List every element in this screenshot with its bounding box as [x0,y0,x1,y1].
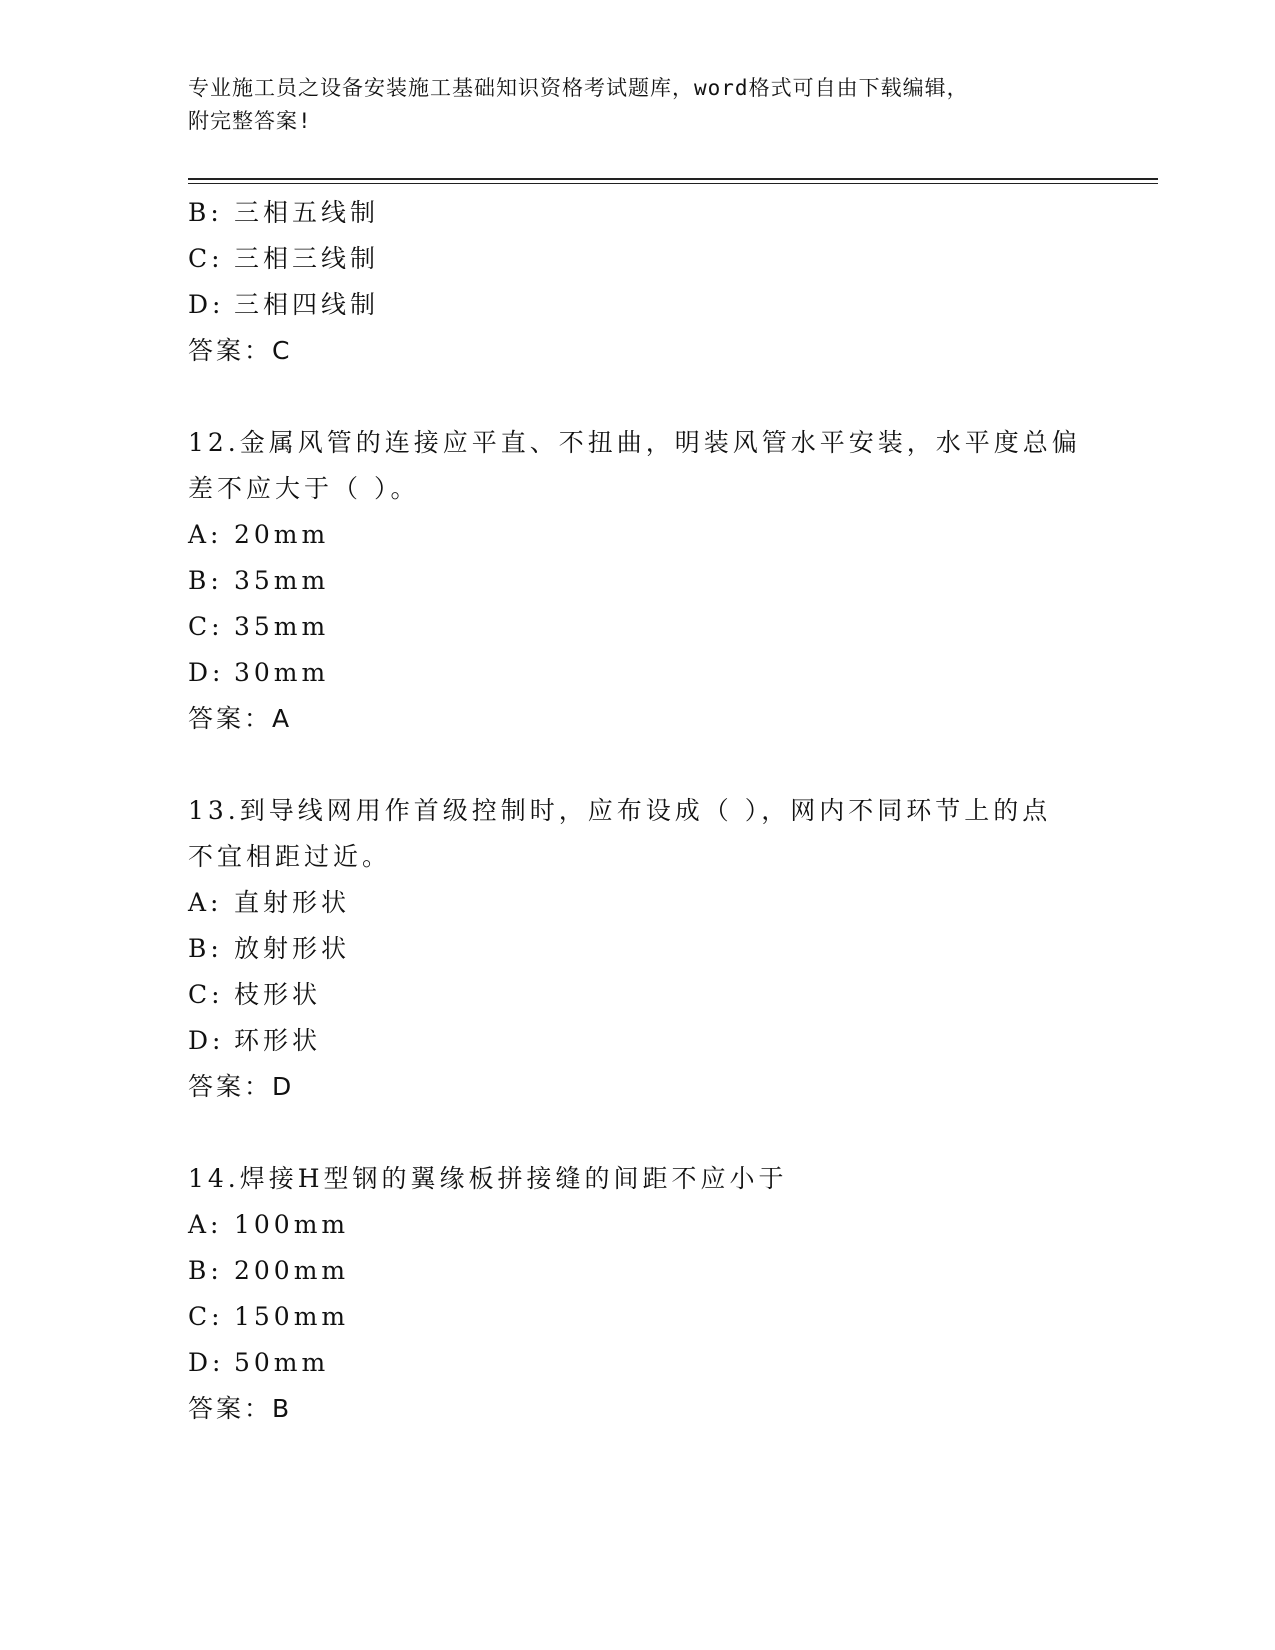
document-header [188,72,1068,138]
option-d: D: 50mm [188,1348,330,1377]
option-c: C: 三相三线制 [188,244,380,273]
answer: 答案：D [188,1072,295,1101]
question-14 [188,1156,1088,1432]
question-stem: 13.到导线网用作首级控制时，应布设成（ ），网内不同环节上的点 [188,796,1052,825]
option-a: A: 100mm [188,1210,350,1239]
option-b: B: 200mm [188,1256,350,1285]
option-c: C: 枝形状 [188,980,322,1009]
question-11 [188,190,1088,374]
option-c: C: 150mm [188,1302,350,1331]
answer: 答案：B [188,1394,293,1423]
option-d: D: 环形状 [188,1026,322,1055]
header-divider-thick [188,178,1158,180]
header-divider-thin [188,183,1158,184]
question-stem-cont: 不宜相距过近。 [188,842,392,871]
question-12 [188,420,1088,742]
answer: 答案：C [188,336,293,365]
option-a: A: 直射形状 [188,888,351,917]
option-b: B: 三相五线制 [188,198,380,227]
option-d: D: 30mm [188,658,330,687]
option-c: C: 35mm [188,612,330,641]
question-stem: 12.金属风管的连接应平直、不扭曲，明装风管水平安装，水平度总偏 [188,428,1081,457]
option-b: B: 放射形状 [188,934,351,963]
option-a: A: 20mm [188,520,330,549]
question-list [188,190,1088,1432]
question-stem-cont: 差不应大于（ ）。 [188,474,420,503]
answer: 答案：A [188,704,293,733]
option-b: B: 35mm [188,566,330,595]
header-line-1: 专业施工员之设备安装施工基础知识资格考试题库，word格式可自由下载编辑， [188,76,969,100]
option-d: D: 三相四线制 [188,290,380,319]
question-13 [188,788,1088,1110]
header-line-2: 附完整答案! [188,109,312,133]
question-stem: 14.焊接H型钢的翼缘板拼接缝的间距不应小于 [188,1164,788,1193]
